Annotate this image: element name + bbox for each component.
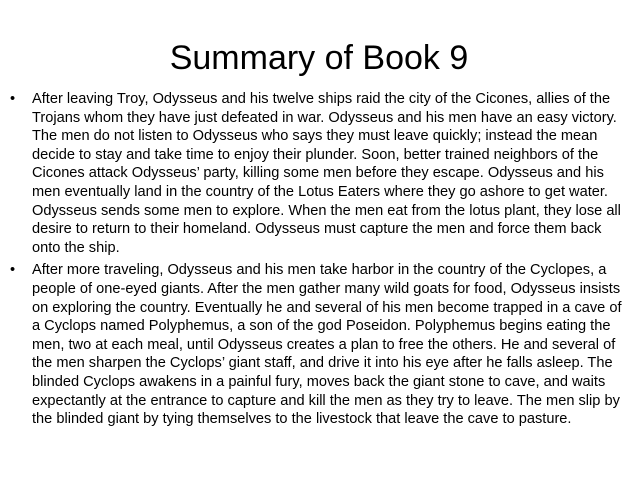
bullet-marker: • xyxy=(10,262,16,279)
slide-title: Summary of Book 9 xyxy=(169,39,469,77)
bullet-text: After more traveling, Odysseus and his men take harbor in the country of the Cyclopes, a people of one-eyed giants. After the men gather many wild goats for food, Odysseus insists on exploring the country. Eventually he and several of his men become trapped in a cave of a Cyclops named Polyphemus, a son of the god Poseidon. Polyphemus begins eating the men, two at each meal, until Odysseus creates a plan to free the others. He and several of the men sharpen the Cyclops’ giant staff, and drive it into his eye after he falls asleep. The blinded Cyclops awakens in a painful fury, moves back the giant stone to cave, and waits expectantly at the entrance to capture and kill the men as they try to leave. The men slip by the blinded giant by tying themselves to the livestock that leave the cave to pasture. xyxy=(32,262,622,428)
bullet-marker: • xyxy=(10,91,16,107)
bullet-text: After leaving Troy, Odysseus and his twelve ships raid the city of the Cicones, allies of the Trojans whom they have just defeated in war. Odysseus and his men have an easy victory. The men do not listen to Odysseus who says they must leave quickly; instead the mean decide to stay and take time to enjoy their plunder. Soon, better trained neighbors of the Cicones attack Odysseus’ party, killing some men before they escape. Odysseus and his men eventually land in the country of the Lotus Eaters where they go ashore to get water. Odysseus sends some men to explore. When the men eat from the lotus plant, they lose all desire to return to their homeland. Odysseus must capture the men and force them back onto the ship. xyxy=(32,91,621,256)
bullet-item xyxy=(10,261,630,428)
bullet-list xyxy=(10,90,630,433)
bullet-item xyxy=(10,90,630,257)
